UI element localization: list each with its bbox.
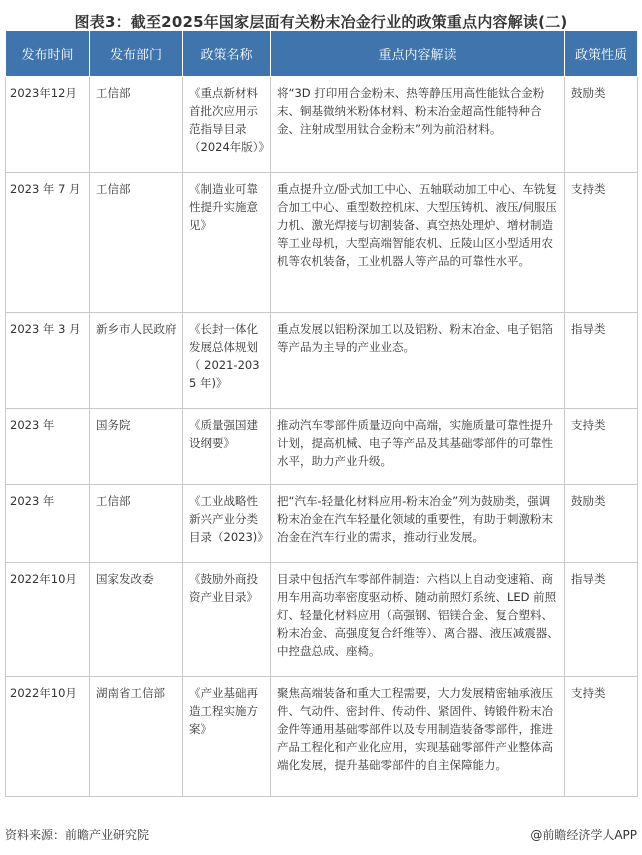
row-dept: 湖南省工信部 (90, 677, 183, 797)
row-content: 聚焦高端装备和重大工程需要，大力发展精密轴承液压件、气动件、密封件、传动件、紧固件、铸锻件粉末冶金件等通用基础零部件以及专用制造装备零部件，推进产品工程化和产业化应用，实现基础零部件产业整体高端化发展，提升基础零部件的自主保障能力。 (271, 677, 565, 797)
row-date: 2023 年 3 月 (6, 313, 90, 409)
table-row (6, 409, 638, 485)
row-date: 2022年10月 (6, 677, 90, 797)
policy-table (5, 30, 638, 797)
row-content: 将“3D 打印用合金粉末、热等静压用高性能钛合金粉末、铜基微纳米粉体材料、粉末冶金超高性能特种合金、注射成型用钛合金粉末”列为前沿材料。 (271, 77, 565, 173)
table-row (6, 485, 638, 563)
table-row (6, 77, 638, 173)
header-row (6, 31, 638, 77)
row-name: 《鼓励外商投资产业目录》 (183, 563, 271, 677)
row-nature: 指导类 (565, 313, 638, 409)
header-nature: 政策性质 (565, 31, 638, 77)
row-nature: 支持类 (565, 173, 638, 313)
row-name: 《重点新材料首批次应用示范指导目录（2024年版）》 (183, 77, 271, 173)
header-content: 重点内容解读 (271, 31, 565, 77)
row-nature: 指导类 (565, 563, 638, 677)
row-dept: 国务院 (90, 409, 183, 485)
row-nature: 鼓励类 (565, 485, 638, 563)
row-dept: 工信部 (90, 173, 183, 313)
row-date: 2022年10月 (6, 563, 90, 677)
row-name: 《工业战略性新兴产业分类目录（2023)》 (183, 485, 271, 563)
header-dept: 发布部门 (90, 31, 183, 77)
row-dept: 国家发改委 (90, 563, 183, 677)
header-date: 发布时间 (6, 31, 90, 77)
row-dept: 工信部 (90, 485, 183, 563)
row-content: 把“汽车-轻量化材料应用-粉末冶金”列为鼓励类，强调粉末冶金在汽车轻量化领域的重要性，有助于刺激粉末冶金在汽车行业的需求，推动行业发展。 (271, 485, 565, 563)
source-note: 资料来源：前瞻产业研究院 (5, 828, 150, 842)
row-date: 2023 年 7 月 (6, 173, 90, 313)
row-date: 2023 年 (6, 409, 90, 485)
row-date: 2023年12月 (6, 77, 90, 173)
row-content: 目录中包括汽车零部件制造：六档以上自动变速箱、商用车用高功率密度驱动桥、随动前照灯系统、LED 前照灯、轻量化材料应用（高强钢、铝镁合金、复合塑料、粉末冶金、高强度复合纤维等）、离合器、液压减震器、中控盘总成、座椅。 (271, 563, 565, 677)
row-dept: 工信部 (90, 77, 183, 173)
table-row (6, 563, 638, 677)
row-name: 《产业基础再造工程实施方案》 (183, 677, 271, 797)
row-content: 重点提升立/卧式加工中心、五轴联动加工中心、车铣复合加工中心、重型数控机床、大型压铸机、液压/伺服压力机、激光焊接与切割装备、真空热处理炉、增材制造等工业母机，大型高端智能农机、丘陵山区小型适用农机等农机装备，工业机器人等产品的可靠性水平。 (271, 173, 565, 313)
row-nature: 支持类 (565, 677, 638, 797)
row-content: 重点发展以铝粉深加工以及铝粉、粉末冶金、电子铝箔等产品为主导的产业业态。 (271, 313, 565, 409)
table-row (6, 173, 638, 313)
row-nature: 支持类 (565, 409, 638, 485)
footer (5, 826, 637, 843)
header-name: 政策名称 (183, 31, 271, 77)
table-title: 图表3：截至2025年国家层面有关粉末冶金行业的政策重点内容解读(二) (74, 13, 568, 31)
row-name: 《长封一体化发展总体规划（ 2021-2035 年)》 (183, 313, 271, 409)
brand-credit: @前瞻经济学人APP (530, 828, 637, 842)
row-date: 2023 年 (6, 485, 90, 563)
row-name: 《质量强国建设纲要》 (183, 409, 271, 485)
row-content: 推动汽车零部件质量迈向中高端，实施质量可靠性提升计划，提高机械、电子等产品及其基础零部件的可靠性水平，助力产业升级。 (271, 409, 565, 485)
row-dept: 新乡市人民政府 (90, 313, 183, 409)
row-name: 《制造业可靠性提升实施意见》 (183, 173, 271, 313)
table-row (6, 677, 638, 797)
row-nature: 鼓励类 (565, 77, 638, 173)
table-row (6, 313, 638, 409)
